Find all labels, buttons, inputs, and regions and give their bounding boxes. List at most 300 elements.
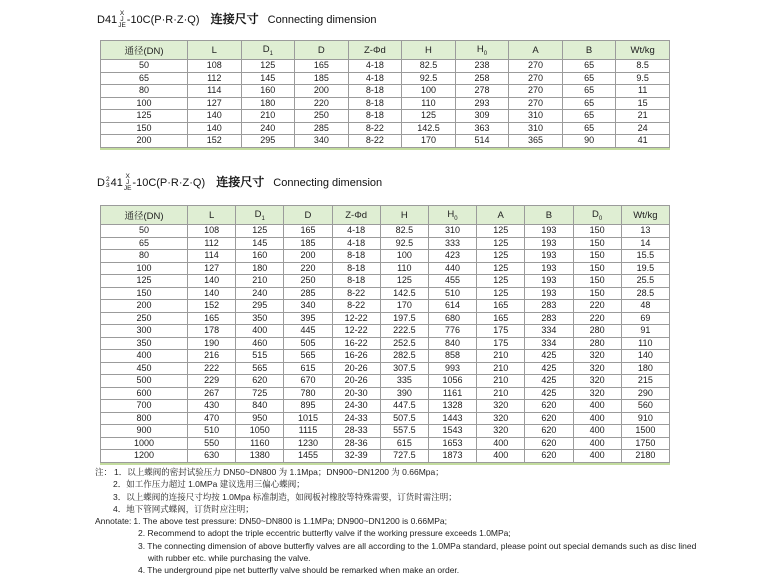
table-cell: 12-22 — [332, 325, 380, 338]
table-cell: 210 — [477, 362, 525, 375]
table-cell: 160 — [236, 250, 284, 263]
table-cell: 15.5 — [621, 250, 669, 263]
table-cell: 8-18 — [348, 85, 402, 98]
table-cell: 140 — [188, 122, 242, 135]
table-cell: 300 — [101, 325, 188, 338]
table-cell: 82.5 — [402, 60, 456, 73]
table-cell: 229 — [188, 375, 236, 388]
table-cell: 125 — [477, 225, 525, 238]
section1-title-cn: 连接尺寸 — [210, 12, 259, 26]
table-cell: 400 — [573, 400, 621, 413]
table-cell: 423 — [428, 250, 476, 263]
table-cell: 1543 — [428, 425, 476, 438]
table-cell: 80 — [101, 250, 188, 263]
table-row — [101, 400, 670, 413]
table-cell: 400 — [573, 412, 621, 425]
table-cell: 1230 — [284, 437, 332, 450]
table-cell: 21 — [616, 110, 670, 123]
table-cell: 170 — [402, 135, 456, 148]
table-cell: 112 — [188, 72, 242, 85]
table-cell: 150 — [101, 122, 188, 135]
table-cell: 125 — [477, 287, 525, 300]
table-cell: 293 — [455, 97, 509, 110]
note-en-3: 3. The connecting dimension of above butterfly valves are all according to the 1.0MPa standard, please point out special demands such as disc lined with rubber etc. while purchasing the valve. — [138, 540, 697, 564]
table-cell: 152 — [188, 300, 236, 313]
table-cell: 425 — [525, 387, 573, 400]
table-row — [101, 97, 670, 110]
table-cell: 190 — [188, 337, 236, 350]
table-cell: 193 — [525, 237, 573, 250]
table-cell: 4-18 — [332, 225, 380, 238]
table-cell: 165 — [477, 312, 525, 325]
table-cell: 455 — [428, 275, 476, 288]
table-cell: 557.5 — [380, 425, 428, 438]
table-cell: 193 — [525, 287, 573, 300]
table-cell: 620 — [236, 375, 284, 388]
table-cell: 510 — [188, 425, 236, 438]
column-header: 通径(DN) — [101, 41, 188, 60]
table-cell: 180 — [241, 97, 295, 110]
table-cell: 505 — [284, 337, 332, 350]
table-cell: 14 — [621, 237, 669, 250]
table-cell: 310 — [509, 110, 563, 123]
table-cell: 16-22 — [332, 337, 380, 350]
table-cell: 1873 — [428, 450, 476, 463]
table-cell: 41 — [616, 135, 670, 148]
table-cell: 295 — [236, 300, 284, 313]
table-cell: 270 — [509, 72, 563, 85]
table-cell: 620 — [525, 400, 573, 413]
table-cell: 150 — [573, 225, 621, 238]
table-cell: 220 — [573, 312, 621, 325]
section2-table-wrap — [100, 205, 670, 465]
table-cell: 365 — [509, 135, 563, 148]
table-cell: 615 — [380, 437, 428, 450]
table-cell: 100 — [101, 97, 188, 110]
table-cell: 220 — [295, 97, 349, 110]
table-cell: 20-26 — [332, 362, 380, 375]
table-cell: 620 — [525, 412, 573, 425]
table-cell: 16-26 — [332, 350, 380, 363]
table-cell: 8-22 — [332, 287, 380, 300]
table-cell: 425 — [525, 362, 573, 375]
table-cell: 178 — [188, 325, 236, 338]
table-cell: 320 — [573, 362, 621, 375]
table-cell: 282.5 — [380, 350, 428, 363]
table-cell: 1015 — [284, 412, 332, 425]
table-cell: 550 — [188, 437, 236, 450]
table-row — [101, 375, 670, 388]
table-cell: 220 — [573, 300, 621, 313]
table-cell: 1653 — [428, 437, 476, 450]
table-cell: 4-18 — [348, 60, 402, 73]
table-cell: 193 — [525, 250, 573, 263]
table-row — [101, 387, 670, 400]
note-cn-2: 2．如工作压力超过 1.0MPa 建议选用三偏心蝶阀； — [113, 479, 305, 490]
table-cell: 840 — [236, 400, 284, 413]
table-cell: 615 — [284, 362, 332, 375]
table-cell: 620 — [525, 425, 573, 438]
table-cell: 165 — [477, 300, 525, 313]
column-header: Z-Φd — [332, 206, 380, 225]
model-code-suffix: -10C(P·R·Z·Q) — [126, 14, 200, 26]
table-cell: 310 — [509, 122, 563, 135]
table-cell: 100 — [380, 250, 428, 263]
table-cell: 65 — [562, 122, 616, 135]
table-row — [101, 362, 670, 375]
table-row — [101, 262, 670, 275]
table-cell: 320 — [573, 375, 621, 388]
section2-title-en: Connecting dimension — [273, 177, 383, 189]
table-row — [101, 437, 670, 450]
note-cn-1 — [95, 466, 697, 478]
model-variant-stack — [118, 11, 126, 29]
table-cell: 8.5 — [616, 60, 670, 73]
table-cell: 727.5 — [380, 450, 428, 463]
table-cell: 514 — [455, 135, 509, 148]
table-cell: 200 — [284, 250, 332, 263]
table-cell: 250 — [284, 275, 332, 288]
table-cell: 108 — [188, 225, 236, 238]
table-cell: 900 — [101, 425, 188, 438]
table-cell: 1500 — [621, 425, 669, 438]
table-cell: 140 — [621, 350, 669, 363]
notes-cn-label: 注： — [95, 467, 113, 477]
table-cell: 350 — [101, 337, 188, 350]
table-row — [101, 250, 670, 263]
table-cell: 24-30 — [332, 400, 380, 413]
table-cell: 285 — [284, 287, 332, 300]
table-cell: 125 — [477, 262, 525, 275]
column-header: D — [295, 41, 349, 60]
table-cell: 110 — [402, 97, 456, 110]
table-cell: 193 — [525, 225, 573, 238]
table-cell: 1115 — [284, 425, 332, 438]
table-cell: 180 — [236, 262, 284, 275]
table-cell: 125 — [236, 225, 284, 238]
table-cell: 160 — [241, 85, 295, 98]
table-row — [101, 72, 670, 85]
table-row — [101, 275, 670, 288]
table-cell: 220 — [284, 262, 332, 275]
table-cell: 65 — [562, 110, 616, 123]
table-cell: 142.5 — [402, 122, 456, 135]
note-cn-3: 3．以上蝶阀的连接尺寸均按 1.0Mpa 标准制造，如阀板衬橡胶等特殊需要，订货时需注明； — [113, 491, 457, 502]
variant-je: JE — [123, 185, 132, 193]
table-cell: 600 — [101, 387, 188, 400]
model-fraction — [106, 177, 110, 189]
table-cell: 140 — [188, 110, 242, 123]
table-row — [101, 425, 670, 438]
table-cell: 400 — [101, 350, 188, 363]
table-cell: 150 — [573, 287, 621, 300]
table-cell: 28.5 — [621, 287, 669, 300]
table-cell: 100 — [101, 262, 188, 275]
table-cell: 320 — [573, 350, 621, 363]
table-cell: 127 — [188, 262, 236, 275]
column-header: B — [562, 41, 616, 60]
table-cell: 334 — [525, 325, 573, 338]
table-cell: 340 — [284, 300, 332, 313]
table-cell: 114 — [188, 250, 236, 263]
table-cell: 258 — [455, 72, 509, 85]
table-cell: 8-18 — [332, 262, 380, 275]
variant-x: X — [119, 10, 125, 18]
table-cell: 150 — [573, 262, 621, 275]
table-cell: 1455 — [284, 450, 332, 463]
table-row — [101, 325, 670, 338]
table-cell: 250 — [295, 110, 349, 123]
table-cell: 270 — [509, 85, 563, 98]
table-cell: 165 — [188, 312, 236, 325]
table-cell: 92.5 — [380, 237, 428, 250]
table-cell: 197.5 — [380, 312, 428, 325]
table-cell: 185 — [295, 72, 349, 85]
table-cell: 620 — [525, 437, 573, 450]
table-row — [101, 110, 670, 123]
table-cell: 114 — [188, 85, 242, 98]
header-row — [101, 41, 670, 60]
table-row — [101, 60, 670, 73]
frac-numerator: 2 — [105, 176, 110, 184]
table-cell: 125 — [101, 110, 188, 123]
column-header: $H_0$ — [455, 41, 509, 60]
table2-bottom-rule — [100, 463, 670, 465]
table-cell: 112 — [188, 237, 236, 250]
model-code-prefix: D41 — [97, 14, 118, 26]
table-cell: 1380 — [236, 450, 284, 463]
table-cell: 335 — [380, 375, 428, 388]
table-cell: 65 — [562, 85, 616, 98]
table-cell: 82.5 — [380, 225, 428, 238]
table-cell: 193 — [525, 275, 573, 288]
table-cell: 69 — [621, 312, 669, 325]
table-row — [101, 412, 670, 425]
table-cell: 4-18 — [348, 72, 402, 85]
table-cell: 28-33 — [332, 425, 380, 438]
table-cell: 100 — [402, 85, 456, 98]
table-cell: 152 — [188, 135, 242, 148]
table-cell: 895 — [284, 400, 332, 413]
table-cell: 390 — [380, 387, 428, 400]
table-cell: 125 — [380, 275, 428, 288]
table-cell: 125 — [477, 250, 525, 263]
table-cell: 240 — [236, 287, 284, 300]
table-cell: 210 — [241, 110, 295, 123]
table-cell: 65 — [562, 97, 616, 110]
column-header: H — [380, 206, 428, 225]
variant-j: J — [120, 16, 124, 24]
model-code-mid: 41 — [110, 177, 123, 189]
table-cell: 13 — [621, 225, 669, 238]
table-cell: 2180 — [621, 450, 669, 463]
table-cell: 507.5 — [380, 412, 428, 425]
table-cell: 320 — [477, 412, 525, 425]
table-cell: 283 — [525, 312, 573, 325]
table-cell: 91 — [621, 325, 669, 338]
table-cell: 125 — [477, 275, 525, 288]
column-header: A — [509, 41, 563, 60]
table-cell: 238 — [455, 60, 509, 73]
table-cell: 400 — [573, 425, 621, 438]
section1-title — [97, 10, 377, 29]
model-code-prefix: D — [97, 177, 105, 189]
table-cell: 215 — [621, 375, 669, 388]
table-cell: 65 — [101, 237, 188, 250]
section2-title-cn: 连接尺寸 — [216, 175, 265, 189]
table-cell: 210 — [477, 387, 525, 400]
table-cell: 450 — [101, 362, 188, 375]
table-cell: 400 — [477, 437, 525, 450]
notes-block — [95, 466, 697, 577]
table-cell: 267 — [188, 387, 236, 400]
table-cell: 425 — [525, 375, 573, 388]
table-cell: 400 — [477, 450, 525, 463]
table-cell: 1750 — [621, 437, 669, 450]
table-row — [101, 85, 670, 98]
table-cell: 12-22 — [332, 312, 380, 325]
section2-title — [97, 173, 382, 192]
section1-title-en: Connecting dimension — [267, 14, 377, 26]
table-cell: 565 — [236, 362, 284, 375]
table-cell: 50 — [101, 225, 188, 238]
table-cell: 8-18 — [348, 110, 402, 123]
table-cell: 252.5 — [380, 337, 428, 350]
table-cell: 295 — [241, 135, 295, 148]
table-cell: 250 — [101, 312, 188, 325]
table-cell: 11 — [616, 85, 670, 98]
table-cell: 140 — [188, 275, 236, 288]
table-row — [101, 337, 670, 350]
table-row — [101, 225, 670, 238]
section1-table-wrap — [100, 40, 670, 150]
table-cell: 334 — [525, 337, 573, 350]
table-cell: 320 — [573, 387, 621, 400]
table-cell: 125 — [402, 110, 456, 123]
connecting-dimension-table-2 — [100, 205, 670, 463]
table-row — [101, 122, 670, 135]
table-cell: 670 — [284, 375, 332, 388]
table-cell: 285 — [295, 122, 349, 135]
column-header: $H_0$ — [428, 206, 476, 225]
table-cell: 363 — [455, 122, 509, 135]
table-cell: 310 — [428, 225, 476, 238]
table-cell: 320 — [477, 400, 525, 413]
table-cell: 395 — [284, 312, 332, 325]
table-cell: 25.5 — [621, 275, 669, 288]
table-cell: 1160 — [236, 437, 284, 450]
table-cell: 8-22 — [348, 122, 402, 135]
frac-denominator: 3 — [105, 182, 110, 190]
table-cell: 725 — [236, 387, 284, 400]
table-row — [101, 135, 670, 148]
table-cell: 290 — [621, 387, 669, 400]
table-cell: 283 — [525, 300, 573, 313]
table-cell: 185 — [284, 237, 332, 250]
table-cell: 165 — [284, 225, 332, 238]
note-en-2: 2. Recommend to adopt the triple eccentric butterfly valve if the working pressure exceeds 1.0MPa; — [138, 528, 511, 539]
table-cell: 515 — [236, 350, 284, 363]
table-cell: 24 — [616, 122, 670, 135]
table-cell: 307.5 — [380, 362, 428, 375]
table-cell: 110 — [380, 262, 428, 275]
connecting-dimension-table-1 — [100, 40, 670, 148]
table-cell: 620 — [525, 450, 573, 463]
table-cell: 24-33 — [332, 412, 380, 425]
table-cell: 200 — [101, 135, 188, 148]
table-cell: 8-22 — [332, 300, 380, 313]
table-cell: 440 — [428, 262, 476, 275]
column-header: B — [525, 206, 573, 225]
table-cell: 127 — [188, 97, 242, 110]
table-cell: 210 — [477, 350, 525, 363]
table-cell: 140 — [188, 287, 236, 300]
table-cell: 142.5 — [380, 287, 428, 300]
table-row — [101, 350, 670, 363]
table-cell: 776 — [428, 325, 476, 338]
table-cell: 222.5 — [380, 325, 428, 338]
table-cell: 145 — [236, 237, 284, 250]
table-cell: 680 — [428, 312, 476, 325]
table-cell: 910 — [621, 412, 669, 425]
table-cell: 175 — [477, 325, 525, 338]
table-cell: 1000 — [101, 437, 188, 450]
table-cell: 175 — [477, 337, 525, 350]
table-cell: 80 — [101, 85, 188, 98]
table-cell: 110 — [621, 337, 669, 350]
table-cell: 180 — [621, 362, 669, 375]
variant-je: JE — [118, 22, 126, 30]
table-cell: 510 — [428, 287, 476, 300]
table-cell: 445 — [284, 325, 332, 338]
table-row — [101, 237, 670, 250]
variant-x: X — [125, 173, 130, 181]
table-cell: 270 — [509, 97, 563, 110]
column-header: H — [402, 41, 456, 60]
table-row — [101, 312, 670, 325]
table-cell: 630 — [188, 450, 236, 463]
table-cell: 400 — [573, 437, 621, 450]
table-cell: 1443 — [428, 412, 476, 425]
table-cell: 780 — [284, 387, 332, 400]
note-en-1 — [95, 515, 697, 527]
variant-j: J — [126, 179, 130, 187]
table-cell: 32-39 — [332, 450, 380, 463]
column-header: Wt/kg — [621, 206, 669, 225]
table-cell: 320 — [477, 425, 525, 438]
header-row — [101, 206, 670, 225]
table-cell: 125 — [241, 60, 295, 73]
table-cell: 210 — [236, 275, 284, 288]
table-cell: 48 — [621, 300, 669, 313]
table-cell: 470 — [188, 412, 236, 425]
column-header: 通径(DN) — [101, 206, 188, 225]
table-cell: 20-26 — [332, 375, 380, 388]
table-cell: 560 — [621, 400, 669, 413]
column-header: L — [188, 41, 242, 60]
column-header: $D_1$ — [241, 41, 295, 60]
table-cell: 460 — [236, 337, 284, 350]
table-cell: 8-22 — [348, 135, 402, 148]
table-cell: 15 — [616, 97, 670, 110]
table-cell: 50 — [101, 60, 188, 73]
model-code-suffix: -10C(P·R·Z·Q) — [132, 177, 206, 189]
note-text: 1. The above test pressure: DN50~DN800 is 1.1MPa; DN900~DN1200 is 0.66MPa; — [133, 516, 447, 527]
table-cell: 8-18 — [332, 275, 380, 288]
table-cell: 8-18 — [332, 250, 380, 263]
table-cell: 350 — [236, 312, 284, 325]
table-cell: 150 — [573, 250, 621, 263]
